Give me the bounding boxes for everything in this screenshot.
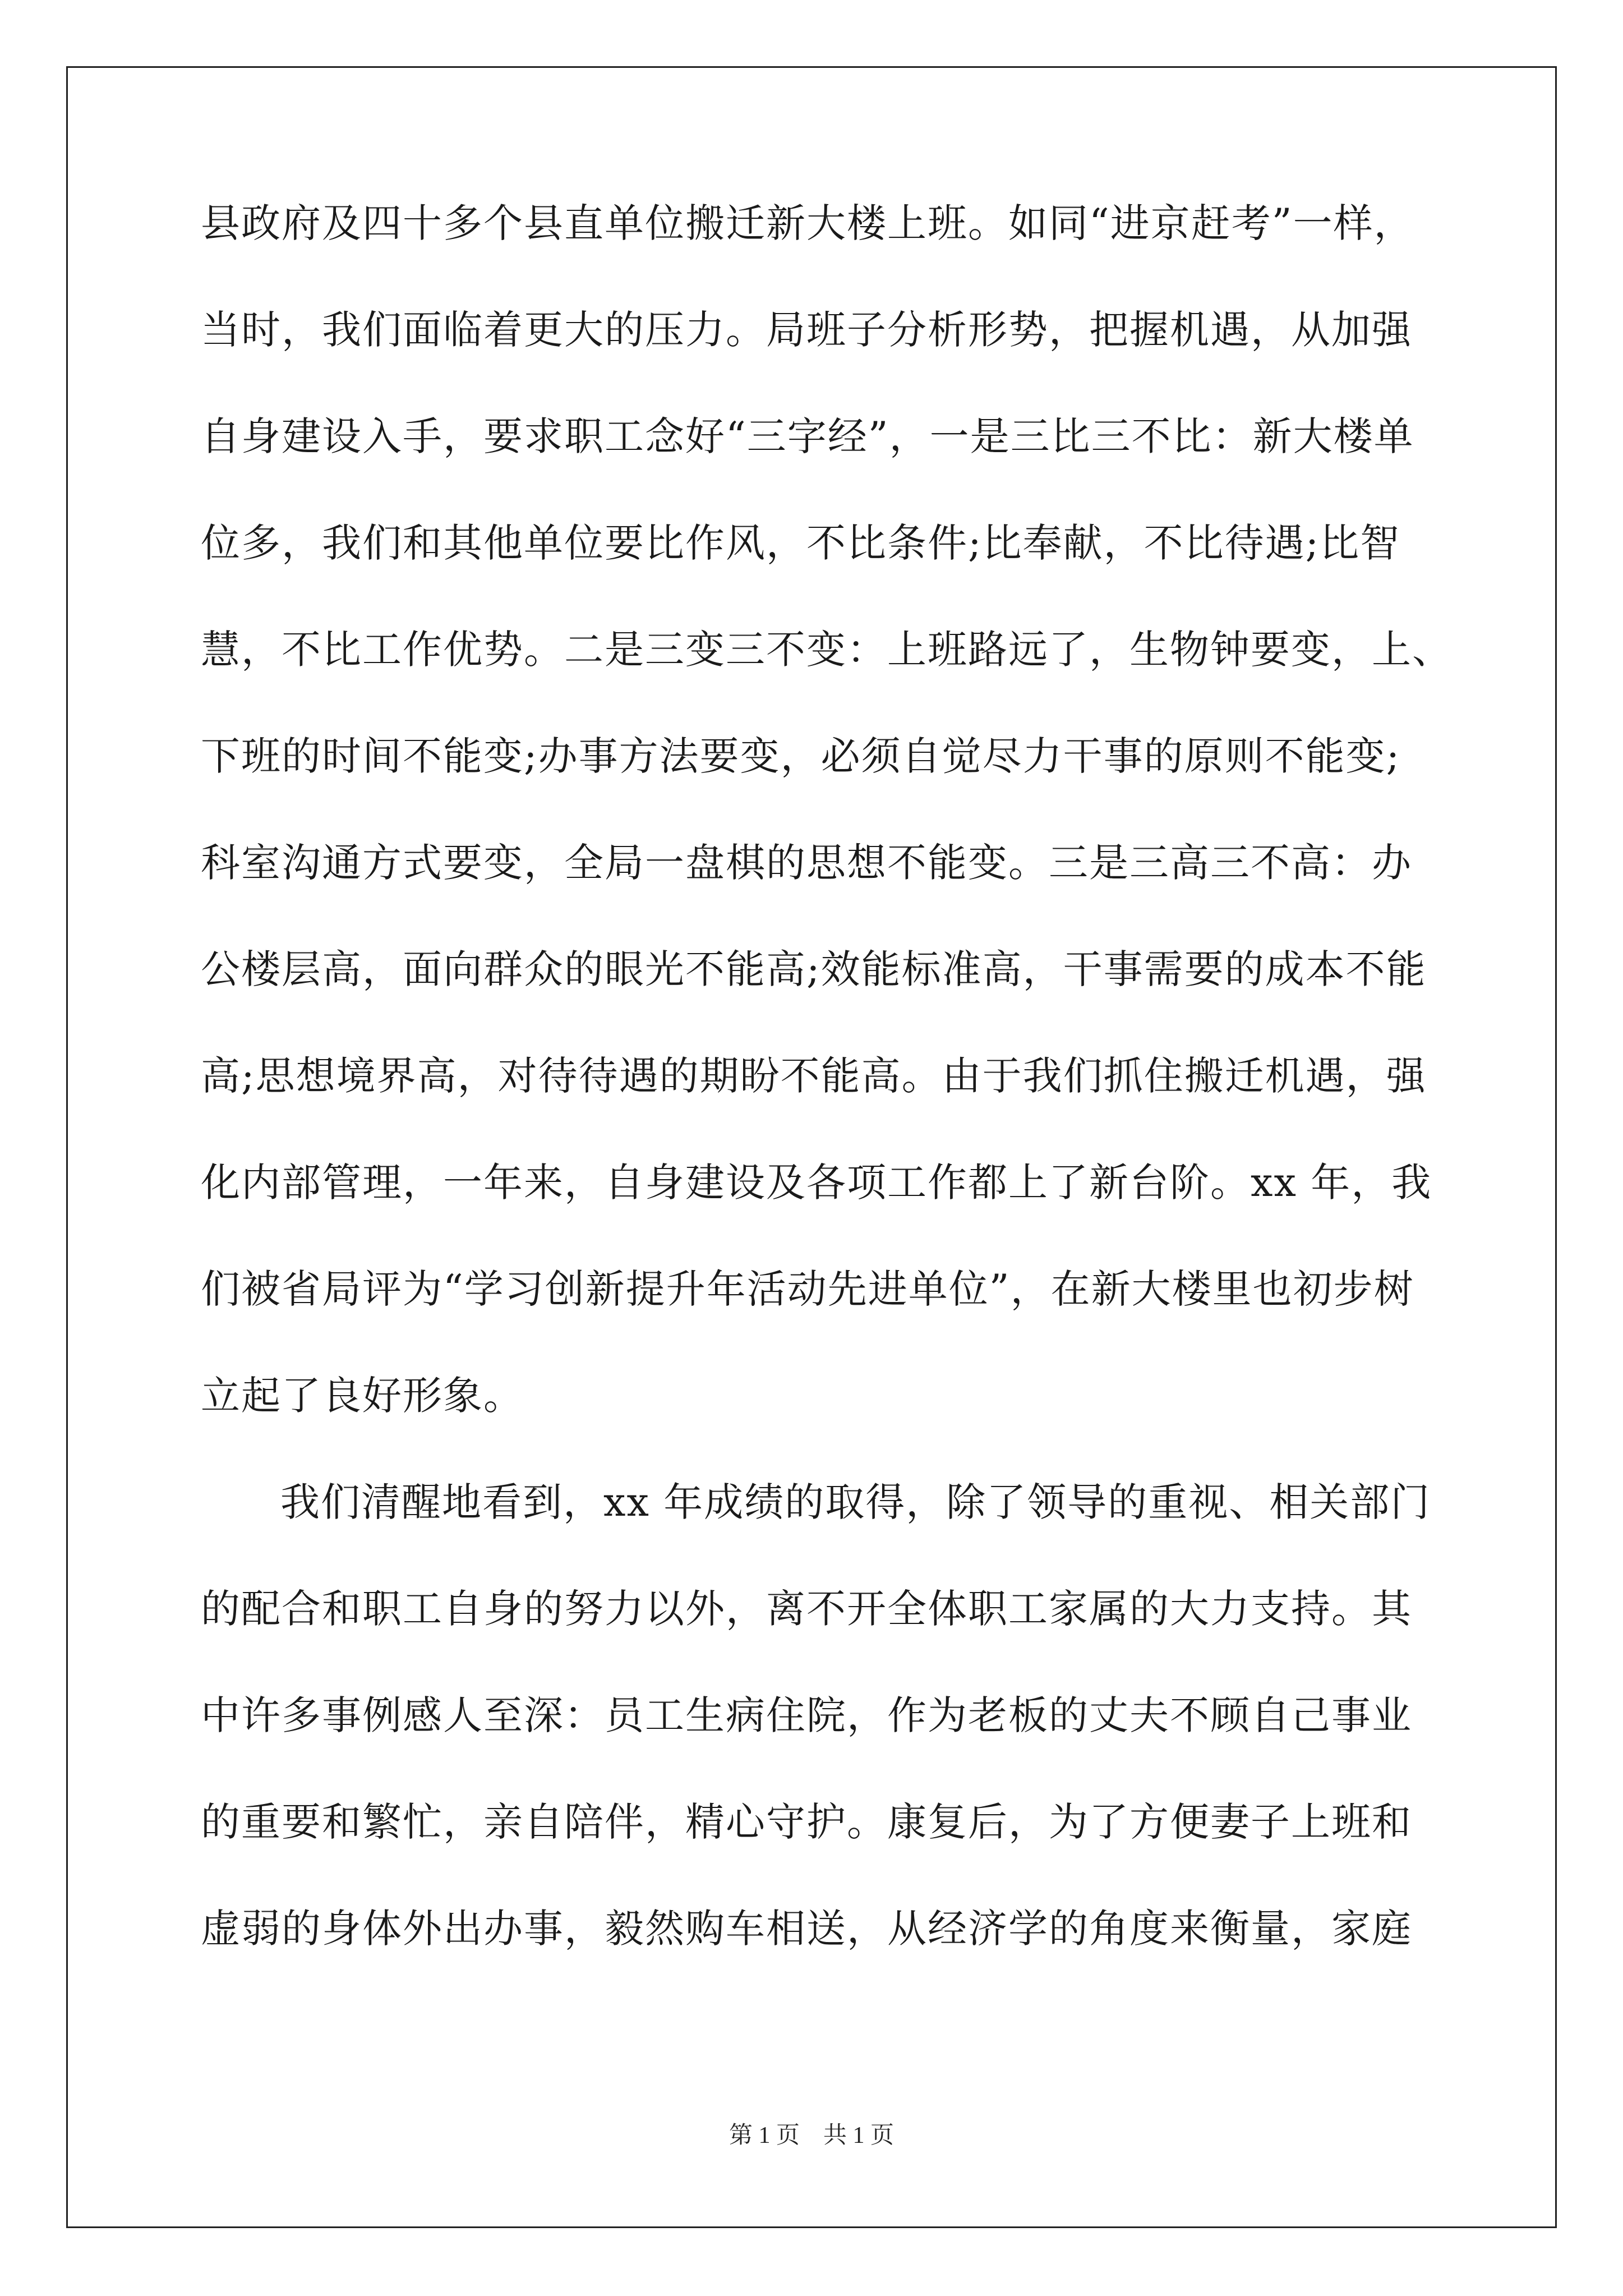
text-line: 科室沟通方式要变，全局一盘棋的思想不能变。三是三高三不高：办 bbox=[201, 840, 1412, 886]
text-line: 虚弱的身体外出办事，毅然购车相送，从经济学的角度来衡量，家庭 bbox=[201, 1906, 1412, 1952]
text-line: 下班的时间不能变;办事方法要变，必须自觉尽力干事的原则不能变; bbox=[201, 733, 1401, 779]
text-line: 立起了良好形象。 bbox=[201, 1373, 524, 1419]
text-line: 位多，我们和其他单位要比作风，不比条件;比奉献，不比待遇;比智 bbox=[201, 520, 1401, 566]
text-line: 们被省局评为“学习创新提升年活动先进单位”，在新大楼里也初步树 bbox=[201, 1266, 1414, 1312]
text-line: 高;思想境界高，对待待遇的期盼不能高。由于我们抓住搬迁机遇，强 bbox=[201, 1053, 1427, 1099]
text-line: 的重要和繁忙，亲自陪伴，精心守护。康复后，为了方便妻子上班和 bbox=[201, 1799, 1412, 1845]
text-line: 慧，不比工作优势。二是三变三不变：上班路远了，生物钟要变，上、 bbox=[201, 627, 1453, 673]
text-line: 公楼层高，面向群众的眼光不能高;效能标准高，干事需要的成本不能 bbox=[201, 946, 1427, 992]
text-line: 当时，我们面临着更大的压力。局班子分析形势，把握机遇，从加强 bbox=[201, 307, 1412, 353]
text-line: 中许多事例感人至深：员工生病住院，作为老板的丈夫不顾自己事业 bbox=[201, 1692, 1412, 1738]
document-body bbox=[201, 200, 1453, 2012]
text-line: 的配合和职工自身的努力以外，离不开全体职工家属的大力支持。其 bbox=[201, 1586, 1412, 1632]
text-line: 化内部管理，一年来，自身建设及各项工作都上了新台阶。xx 年，我 bbox=[201, 1159, 1432, 1205]
text-line: 县政府及四十多个县直单位搬迁新大楼上班。如同“进京赶考”一样， bbox=[201, 200, 1414, 246]
paragraph-start-line: 我们清醒地看到，xx 年成绩的取得，除了领导的重视、相关部门 bbox=[280, 1479, 1431, 1525]
page-number-footer: 第 1 页 共 1 页 bbox=[728, 2123, 894, 2148]
text-line: 自身建设入手，要求职工念好“三字经”，一是三比三不比：新大楼单 bbox=[201, 413, 1414, 459]
